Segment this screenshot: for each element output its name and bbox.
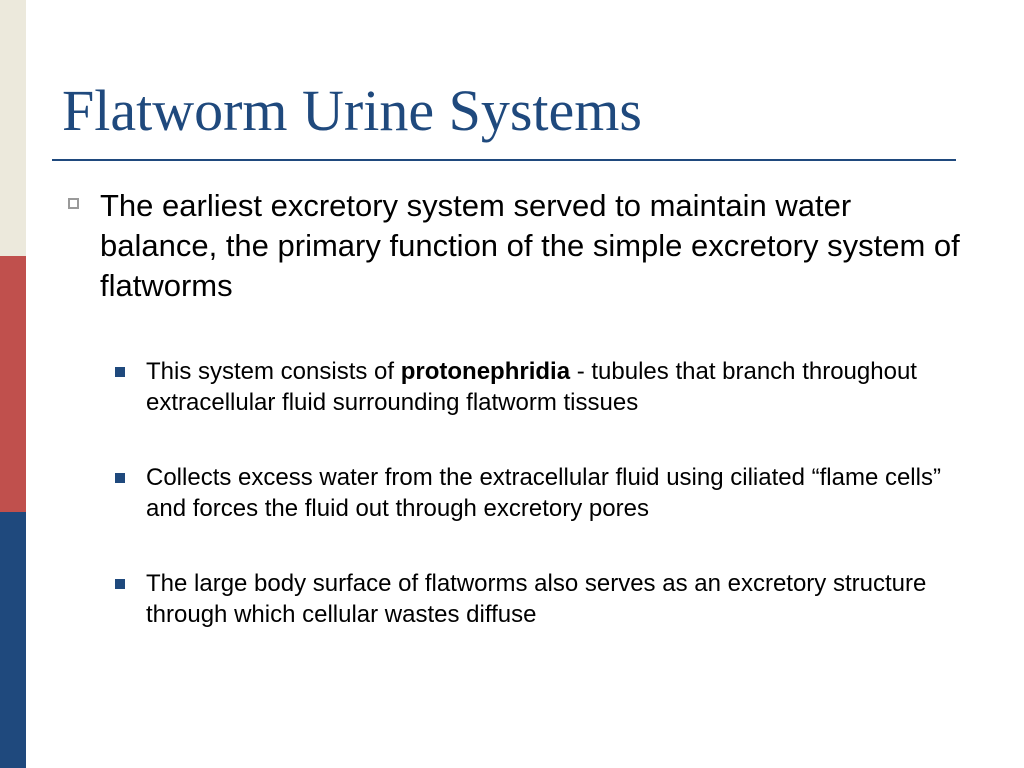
protonephridia-term: protonephridia xyxy=(400,358,571,385)
slide-content xyxy=(62,186,962,630)
sub-bullet-text-before: This system consists of xyxy=(146,358,401,385)
sub-bullet-text: The large body surface of flatworms also serves as an excretory structure through which cellular wastes diffuse xyxy=(146,570,927,628)
side-accent-red xyxy=(0,256,26,512)
filled-square-bullet-icon xyxy=(115,367,125,377)
sub-bullet-body-surface xyxy=(146,568,966,630)
main-bullet-text: The earliest excretory system served to maintain water balance, the primary function of the simple excretory system of flatworms xyxy=(100,188,960,303)
side-accent-cream xyxy=(0,0,26,256)
filled-square-bullet-icon xyxy=(115,579,125,589)
title-underline xyxy=(52,159,956,161)
sub-bullet-text: Collects excess water from the extracellular fluid using ciliated “flame cells” and forces the fluid out through excretory pores xyxy=(146,464,941,522)
hollow-square-bullet-icon xyxy=(68,198,79,209)
filled-square-bullet-icon xyxy=(115,473,125,483)
sub-bullet-protonephridia xyxy=(146,356,966,418)
sub-bullet-flame-cells xyxy=(146,462,966,524)
side-accent-blue xyxy=(0,512,26,768)
slide-title: Flatworm Urine Systems xyxy=(62,78,642,143)
main-bullet xyxy=(62,186,962,306)
sub-bullet-text-after: - tubules that branch throughout extracellular fluid surrounding flatworm tissues xyxy=(146,358,917,416)
